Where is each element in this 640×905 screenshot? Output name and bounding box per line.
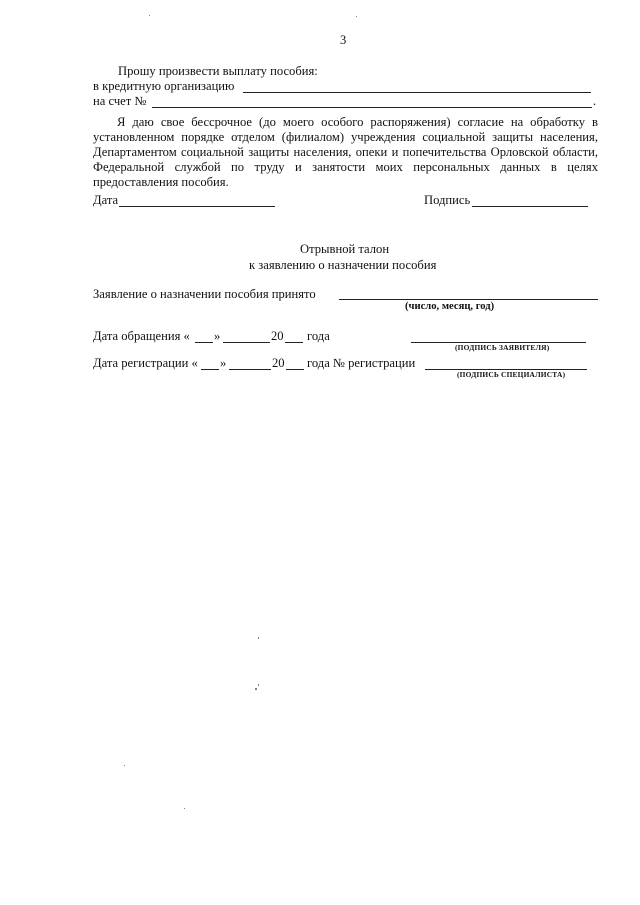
date-label: Дата	[93, 193, 119, 207]
scan-speck	[258, 637, 259, 639]
account-end-period: .	[593, 94, 597, 108]
accepted-date-field[interactable]	[339, 299, 598, 300]
accepted-date-caption: (число, месяц, год)	[405, 301, 495, 312]
scan-speck	[356, 16, 357, 17]
registration-year-prefix: 20	[272, 356, 285, 370]
credit-org-field[interactable]	[243, 92, 591, 93]
signature-label: Подпись	[424, 193, 471, 207]
appeal-month-field[interactable]	[223, 342, 270, 343]
appeal-year-field[interactable]	[285, 342, 303, 343]
coupon-title: Отрывной талон	[300, 242, 390, 256]
applicant-signature-caption: (ПОДПИСЬ ЗАЯВИТЕЛЯ)	[455, 343, 550, 352]
registration-day-field[interactable]	[201, 369, 219, 370]
credit-org-label: в кредитную организацию	[93, 79, 235, 93]
accepted-label: Заявление о назначении пособия принято	[93, 287, 316, 301]
scan-speck	[124, 765, 125, 766]
page-number: 3	[340, 33, 347, 47]
account-number-field[interactable]	[152, 107, 592, 108]
appeal-year-prefix: 20	[271, 329, 284, 343]
registration-date-label: Дата регистрации «	[93, 356, 198, 370]
appeal-day-field[interactable]	[195, 342, 213, 343]
scan-speck	[258, 684, 259, 686]
registration-year-field[interactable]	[286, 369, 304, 370]
coupon-subtitle: к заявлению о назначении пособия	[249, 258, 437, 272]
registration-close-quote: »	[220, 356, 227, 370]
payment-request-heading: Прошу произвести выплату пособия:	[118, 64, 318, 78]
specialist-signature-caption: (ПОДПИСЬ СПЕЦИАЛИСТА)	[457, 370, 566, 379]
registration-month-field[interactable]	[229, 369, 271, 370]
consent-paragraph: Я даю свое бессрочное (до моего особого распоряжения) согласие на обработку в установленном порядке отделом (филиалом) учреждения социальной защиты населения, Департаментом социальной защиты населения, опеки и попечительства Орловской области, Федеральной службой по труду и занятости моих персональных данных в целях предоставления пособия.	[93, 115, 598, 189]
registration-year-suffix: года № регистрации	[307, 356, 416, 370]
date-field[interactable]	[119, 206, 275, 207]
scan-speck	[255, 688, 257, 690]
scan-speck	[184, 808, 185, 809]
appeal-year-suffix: года	[307, 329, 330, 343]
appeal-close-quote: »	[214, 329, 221, 343]
account-label: на счет №	[93, 94, 147, 108]
appeal-date-label: Дата обращения «	[93, 329, 190, 343]
scan-speck	[149, 15, 150, 16]
signature-field[interactable]	[472, 206, 588, 207]
